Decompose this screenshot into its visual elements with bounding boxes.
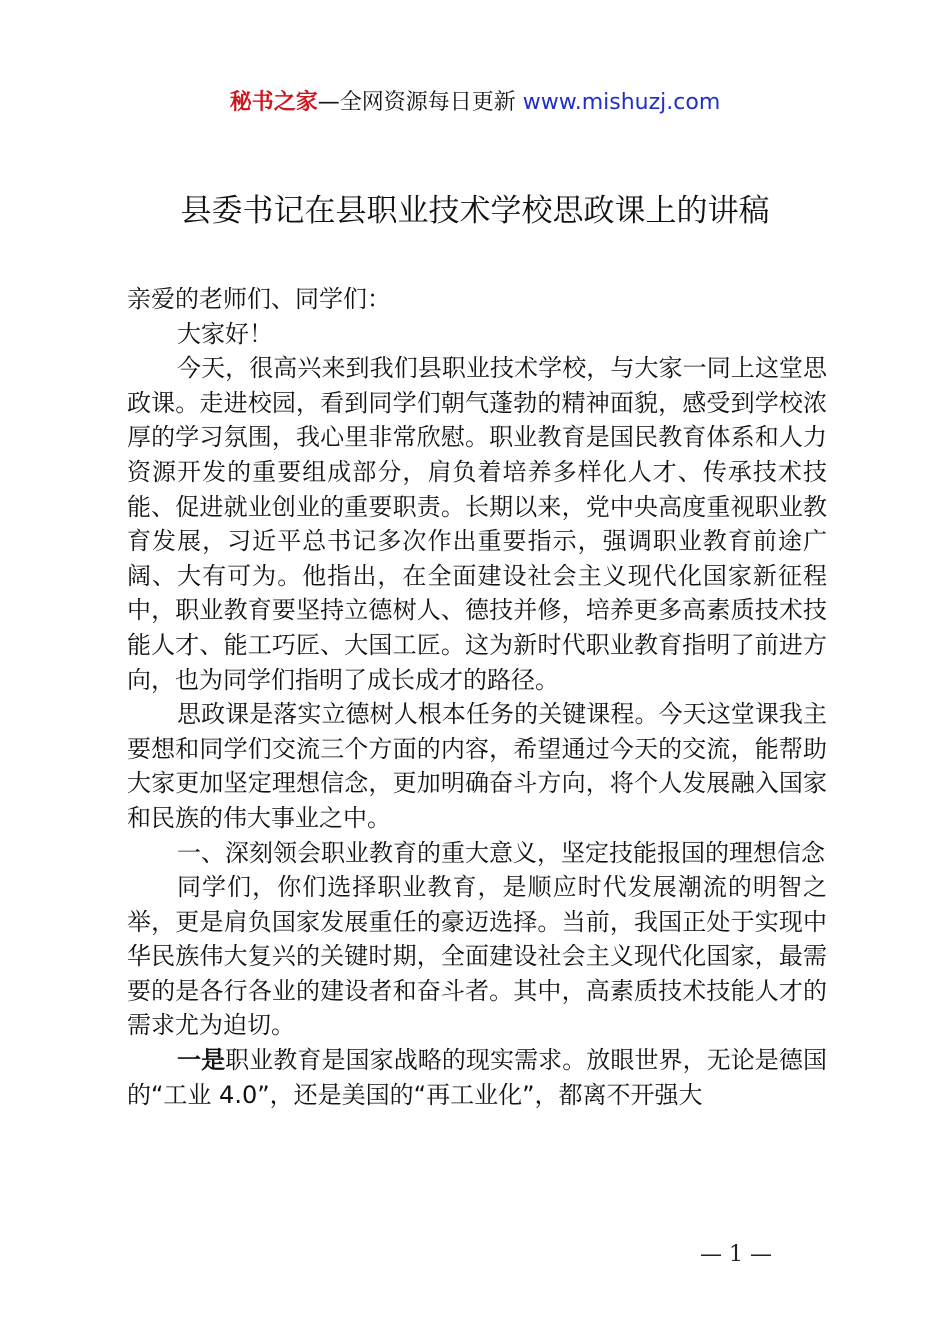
site-url-link[interactable]: www.mishuzj.com	[522, 90, 721, 115]
point-text: 职业教育是国家战略的现实需求。放眼世界，无论是德国的“工业 4.0”，还是美国的“再工业化”，都离不开强大	[127, 1046, 828, 1109]
greeting: 大家好！	[177, 319, 273, 348]
document-body	[127, 282, 827, 1112]
document-title: 县委书记在县职业技术学校思政课上的讲稿	[180, 193, 770, 229]
paragraph: 同学们，你们选择职业教育，是顺应时代发展潮流的明智之举，更是肩负国家发展重任的豪迈选择。当前，我国正处于实现中华民族伟大复兴的关键时期，全面建设社会主义现代化国家，最需要的是各行各业的建设者和奋斗者。其中，高素质技术技能人才的需求尤为迫切。	[127, 873, 827, 1040]
page-number: — 1 —	[700, 1242, 772, 1267]
paragraph: 今天，很高兴来到我们县职业技术学校，与大家一同上这堂思政课。走进校园，看到同学们朝气蓬勃的精神面貌，感受到学校浓厚的学习氛围，我心里非常欣慰。职业教育是国民教育体系和人力资源开发的重要组成部分，肩负着培养多样化人才、传承技术技能、促进就业创业的重要职责。长期以来，党中央高度重视职业教育发展，习近平总书记多次作出重要指示，强调职业教育前途广阔、大有可为。他指出，在全面建设社会主义现代化国家新征程中，职业教育要坚持立德树人、德技并修，培养更多高素质技术技能人才、能工巧匠、大国工匠。这为新时代职业教育指明了前进方向，也为同学们指明了成长成才的路径。	[127, 354, 827, 694]
salutation: 亲爱的老师们、同学们：	[127, 285, 391, 313]
site-brand: 秘书之家	[229, 90, 318, 115]
site-tagline: —全网资源每日更新	[317, 90, 523, 115]
site-header	[0, 88, 950, 118]
section-heading: 一、深刻领会职业教育的重大意义，坚定技能报国的理想信念	[177, 838, 825, 867]
paragraph	[127, 1043, 827, 1112]
point-lead: 一是	[177, 1046, 226, 1075]
paragraph: 思政课是落实立德树人根本任务的关键课程。今天这堂课我主要想和同学们交流三个方面的内容，希望通过今天的交流，能帮助大家更加坚定理想信念，更加明确奋斗方向，将个人发展融入国家和民族的伟大事业之中。	[127, 700, 827, 832]
